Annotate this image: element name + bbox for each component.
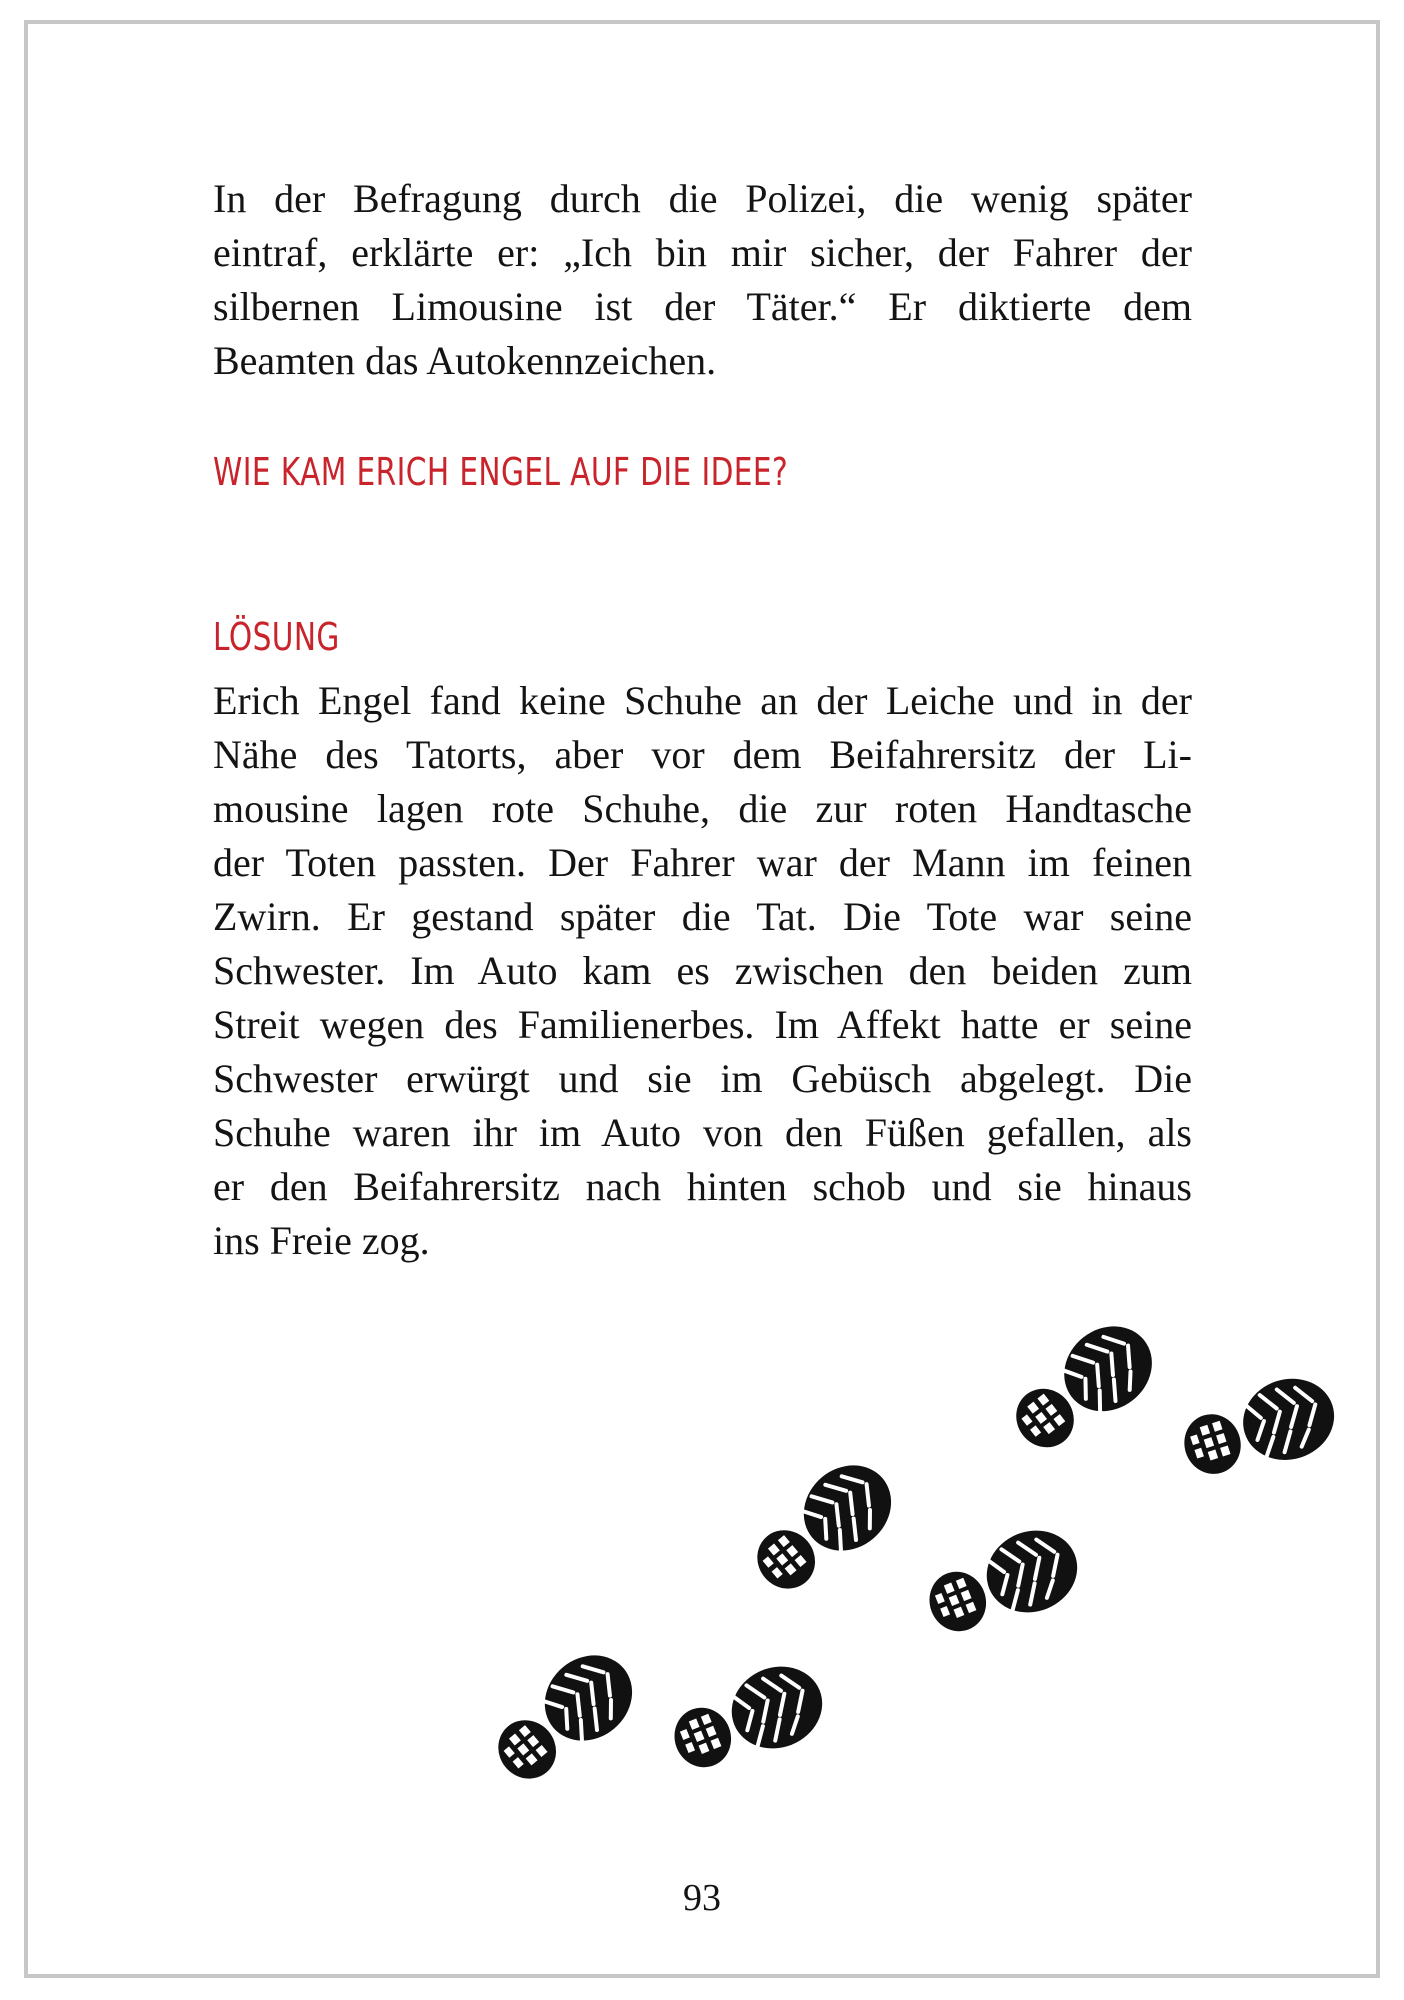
text-line: der Toten passten. Der Fahrer war der Mann im feinen [213,840,1192,885]
text-line: Beamten das Autokennzeichen. [213,338,717,383]
text-line: mousine lagen rote Schuhe, die zur roten Handtasche [213,786,1192,831]
text-line: Schwester. Im Auto kam es zwischen den beiden zum [213,948,1192,993]
text-line: Nähe des Tatorts, aber vor dem Beifahrersitz der Li- [213,732,1192,777]
footprint-icon [662,1653,835,1785]
footprint-icon [917,1517,1090,1649]
solution-heading: LÖSUNG [213,615,340,659]
question-heading: WIE KAM ERICH ENGEL AUF DIE IDEE? [213,450,789,494]
text-line: silbernen Limousine ist der Täter.“ Er diktierte dem [213,284,1192,329]
text-line: er den Beifahrersitz nach hinten schob und sie hinaus [213,1164,1192,1209]
footprint-icon [1174,1367,1345,1491]
text-line: ins Freie zog. [213,1218,430,1263]
text-line: Zwirn. Er gestand später die Tat. Die Tote war seine [213,894,1192,939]
footprint-icon [998,1309,1169,1467]
text-line: In der Befragung durch die Polizei, die wenig später [213,176,1192,221]
text-line: Erich Engel fand keine Schuhe an der Leiche und in der [213,678,1192,723]
footprint-icon [480,1638,649,1798]
text-line: Schwester erwürgt und sie im Gebüsch abgelegt. Die [213,1056,1192,1101]
text-line: Streit wegen des Familienerbes. Im Affekt hatte er seine [213,1002,1192,1047]
footprint-icon [739,1448,908,1608]
text-line: Schuhe waren ihr im Auto von den Füßen gefallen, als [213,1110,1192,1155]
text-line: eintraf, erklärte er: „Ich bin mir sicher, der Fahrer der [213,230,1192,275]
page-number: 93 [683,1877,721,1919]
